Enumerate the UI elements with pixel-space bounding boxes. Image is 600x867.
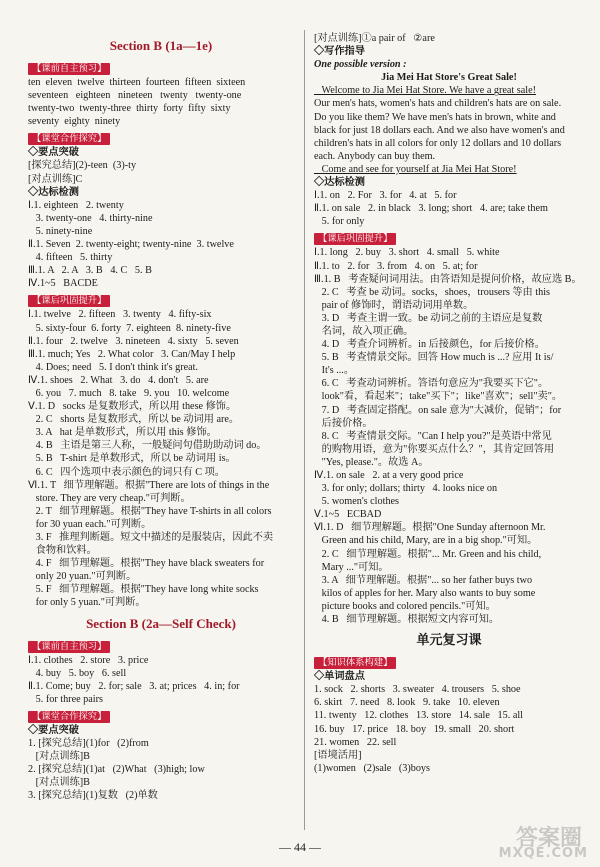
text-line: pair of 修饰时，谓语动词用单数。 bbox=[314, 299, 474, 311]
text-line: Ⅳ.1~5 BACDE bbox=[28, 278, 98, 290]
text-line: Come and see for yourself at Jia Mei Hat Store! bbox=[314, 163, 517, 175]
text-line: Ⅰ.1. on 2. For 3. for 4. at 5. for bbox=[314, 190, 457, 202]
text-line: only 20 yuan."可判断。 bbox=[28, 571, 137, 583]
text-line: Ⅳ.1. on sale 2. at a very good price bbox=[314, 470, 464, 481]
essay-title: Jia Mei Hat Store's Great Sale! bbox=[381, 72, 517, 84]
right-column bbox=[314, 32, 584, 775]
subheading: ◇要点突破 bbox=[28, 147, 79, 159]
text-line: 2. T 细节理解题。根据"They have T-shirts in all colors bbox=[28, 505, 272, 517]
text-line: Our men's hats, women's hats and children's hats are on sale. bbox=[314, 98, 562, 110]
text-line: Ⅰ.1. clothes 2. store 3. price bbox=[28, 654, 149, 666]
text-line: 名词，故入项正确。 bbox=[314, 325, 414, 337]
text-line: 6. C 考查动词辨析。答语句意应为"我要买下它"。 bbox=[314, 378, 549, 390]
text-line: 5. women's clothes bbox=[314, 496, 400, 508]
section-tag: 【课堂合作探究】 bbox=[28, 133, 110, 145]
text-line: each. Anybody can buy them. bbox=[314, 150, 436, 162]
text-line: 4. B 细节理解题。根据短文内容可知。 bbox=[314, 614, 500, 626]
section-title: Section B (1a—1e) bbox=[109, 38, 213, 53]
text-line: 3. twenty-one 4. thirty-nine bbox=[28, 212, 153, 224]
text-line: 6. C 四个选项中表示颜色的词只有 C 项。 bbox=[28, 466, 225, 478]
text-line: 5. B 考查情景交际。回答 How much is ...? 应用 It is/ bbox=[314, 352, 554, 364]
subheading: ◇要点突破 bbox=[28, 724, 79, 736]
text-line: 5. for three pairs bbox=[28, 693, 103, 705]
text-line: Ⅴ.1~5 ECBAD bbox=[314, 509, 382, 521]
text-line: Ⅵ.1. T 细节理解题。根据"There are lots of things in the bbox=[28, 479, 270, 491]
section-tag-row bbox=[28, 636, 294, 654]
section-tag: 【课前自主预习】 bbox=[28, 63, 110, 75]
text-line: 3. [探究总结](1)复数 (2)单数 bbox=[28, 790, 158, 802]
text-line: Green and his child, Mary, are in a big shop."可知。 bbox=[314, 535, 538, 547]
section-tag-row bbox=[314, 652, 584, 670]
text-line: 1. sock 2. shorts 3. sweater 4. trousers 5. shoe bbox=[314, 684, 521, 696]
text-line: 3. A hat 是单数形式，所以用 this 修饰。 bbox=[28, 427, 217, 439]
text-line: Ⅱ.1. to 2. for 3. from 4. on 5. at; for bbox=[314, 260, 478, 272]
text-line: Welcome to Jia Mei Hat Store. We have a great sale! bbox=[314, 85, 537, 97]
text-line: Ⅵ.1. D 细节理解题。根据"One Sunday afternoon Mr. bbox=[314, 522, 546, 534]
text-line: 食物和饮料。 bbox=[28, 545, 97, 557]
section-tag: 【课前自主预习】 bbox=[28, 641, 110, 653]
text-line: 8. C 考查情景交际。"Can I help you?"是英语中常见 bbox=[314, 430, 552, 442]
section-tag-row bbox=[28, 706, 294, 724]
text-line: look"看，看起来"；take"买下"；like"喜欢"；sell"卖"。 bbox=[314, 391, 563, 403]
section-tag-row bbox=[28, 58, 294, 76]
subheading: ◇达标检测 bbox=[28, 186, 79, 198]
text-line: for 30 yuan each."可判断。 bbox=[28, 518, 152, 530]
text-line: seventeen eighteen nineteen twenty twenty-one bbox=[28, 90, 242, 102]
text-line: for only 5 yuan."可判断。 bbox=[28, 597, 146, 609]
section-tag-row bbox=[28, 128, 294, 146]
text-line: 6. you 7. much 8. take 9. you 10. welcome bbox=[28, 387, 230, 399]
text-line: 5. F 细节理解题。根据"They have long white socks bbox=[28, 584, 259, 596]
text-line: Ⅰ.1. long 2. buy 3. short 4. small 5. white bbox=[314, 247, 500, 259]
text-line: 4. buy 5. boy 6. sell bbox=[28, 667, 127, 679]
text-line: 5. B T-shirt 是单数形式，所以 be 动词用 is。 bbox=[28, 453, 236, 465]
text-line: 7. D 考查固定搭配。on sale 意为"大减价，促销"；for bbox=[314, 404, 562, 416]
subheading: ◇写作指导 bbox=[314, 46, 365, 58]
text-line: 11. twenty 12. clothes 13. store 14. sale 15. all bbox=[314, 710, 523, 722]
text-line: Ⅱ.1. four 2. twelve 3. nineteen 4. sixty 5. seven bbox=[28, 335, 239, 347]
text-line: Ⅱ.1. on sale 2. in black 3. long; short 4. are; take them bbox=[314, 203, 548, 215]
section-title: Section B (2a—Self Check) bbox=[86, 615, 236, 631]
text-line: [探究总结](2)-teen (3)-ty bbox=[28, 160, 137, 172]
text-line: 3. D 考查主谓一致。be 动词之前的主语应是复数 bbox=[314, 312, 543, 324]
text-line: Ⅰ.1. eighteen 2. twenty bbox=[28, 199, 124, 211]
text-line: 3. A 细节理解题。根据"... so her father buys two bbox=[314, 574, 533, 586]
text-line: One possible version : bbox=[314, 59, 407, 71]
text-line: Ⅱ.1. Seven 2. twenty-eight; twenty-nine 3. twelve bbox=[28, 239, 234, 251]
text-line: picture books and colored pencils."可知。 bbox=[314, 600, 496, 612]
text-line: 5. for only bbox=[314, 216, 365, 228]
section-tag: 【课后巩固提升】 bbox=[314, 233, 396, 245]
text-line: 4. B 主语是第三人称，一般疑问句借助助动词 do。 bbox=[28, 440, 267, 452]
text-line: Do you like them? We have men's hats in brown, white and bbox=[314, 111, 556, 123]
unit-review-title: 单元复习课 bbox=[416, 632, 482, 648]
section-tag: 【知识体系构建】 bbox=[314, 657, 396, 669]
text-line: Ⅲ.1. much; Yes 2. What color 3. Can/May I help bbox=[28, 348, 236, 360]
text-line: 2. C 细节理解题。根据"... Mr. Green and his child, bbox=[314, 548, 542, 560]
text-line: Ⅲ.1. A 2. A 3. B 4. C 5. B bbox=[28, 265, 152, 277]
text-line: store. They are very cheap."可判断。 bbox=[28, 492, 191, 504]
text-line: 16. buy 17. price 18. boy 19. small 20. short bbox=[314, 723, 515, 735]
text-line: 4. fifteen 5. thirty bbox=[28, 252, 113, 264]
text-line: 的购物用语，意为"你要买点什么？"，其肯定回答用 bbox=[314, 443, 555, 455]
section-tag-row bbox=[314, 228, 584, 246]
text-line: 4. Does; need 5. I don't think it's great. bbox=[28, 361, 199, 373]
text-line: seventy eighty ninety bbox=[28, 116, 121, 128]
text-line: Ⅲ.1. B 考查疑问词用法。由答语知是提问价格，故应选 B。 bbox=[314, 273, 582, 285]
text-line: black for just 18 dollars each. And we also have women's and bbox=[314, 124, 565, 136]
section-tag-row bbox=[28, 290, 294, 308]
page-number: — 44 — bbox=[279, 840, 321, 854]
text-line: Ⅱ.1. Come; buy 2. for; sale 3. at; prices 4. in; for bbox=[28, 680, 240, 692]
text-line: 后接价格。 bbox=[314, 417, 373, 429]
text-line: It's ...。 bbox=[314, 365, 355, 377]
column-divider bbox=[304, 30, 305, 830]
text-line: 2. [探究总结](1)at (2)What (3)high; low bbox=[28, 764, 205, 776]
text-line: [对点训练]C bbox=[28, 173, 83, 185]
text-line: [对点训练]B bbox=[28, 777, 90, 789]
text-line: kilos of apples for her. Mary also wants to buy some bbox=[314, 587, 536, 599]
text-line: 3. F 推理判断题。短文中描述的是服装店，因此不卖 bbox=[28, 532, 274, 543]
text-line: 5. sixty-four 6. forty 7. eighteen 8. ninety-five bbox=[28, 322, 231, 334]
text-line: 5. ninety-nine bbox=[28, 225, 93, 237]
text-line: Ⅳ.1. shoes 2. What 3. do 4. don't 5. are bbox=[28, 374, 209, 386]
text-line: 2. C shorts 是复数形式，所以 be 动词用 are。 bbox=[28, 414, 240, 426]
text-line: Mary ..."可知。 bbox=[314, 561, 389, 573]
text-line: Ⅴ.1. D socks 是复数形式，所以用 these 修饰。 bbox=[28, 401, 237, 413]
text-line: 4. D 考查介词辨析。in 后接颜色，for 后接价格。 bbox=[314, 339, 545, 351]
text-line: [语境活用] bbox=[314, 749, 362, 761]
text-line: twenty-two twenty-three thirty forty fifty sixty bbox=[28, 103, 231, 115]
text-line: [对点训练]①a pair of ②are bbox=[314, 33, 435, 44]
watermark-url: MXQE.COM bbox=[498, 846, 588, 861]
text-line: children's hats in all colors for only 12 dollars and 10 dollars bbox=[314, 137, 562, 149]
watermark-text: 答案圈 bbox=[515, 826, 582, 851]
subheading: ◇单词盘点 bbox=[314, 671, 365, 683]
text-line: 21. women 22. sell bbox=[314, 736, 397, 748]
text-line: 6. skirt 7. need 8. look 9. take 10. eleven bbox=[314, 697, 500, 709]
text-line: 3. for only; dollars; thirty 4. looks nice on bbox=[314, 483, 498, 495]
text-line: "Yes, please."。故选 A。 bbox=[314, 456, 429, 468]
text-line: 1. [探究总结](1)for (2)from bbox=[28, 738, 149, 750]
text-line: 4. F 细节理解题。根据"They have black sweaters for bbox=[28, 558, 265, 570]
text-line: (1)women (2)sale (3)boys bbox=[314, 762, 430, 774]
left-column bbox=[28, 32, 294, 803]
text-line: 2. C 考查 be 动词。socks，shoes，trousers 等由 this bbox=[314, 286, 551, 298]
subheading: ◇达标检测 bbox=[314, 177, 365, 189]
text-line: Ⅰ.1. twelve 2. fifteen 3. twenty 4. fifty-six bbox=[28, 309, 212, 321]
text-line: ten eleven twelve thirteen fourteen fifteen sixteen bbox=[28, 77, 246, 88]
text-line: [对点训练]B bbox=[28, 751, 90, 763]
section-tag: 【课后巩固提升】 bbox=[28, 295, 110, 307]
watermark-logo bbox=[468, 821, 588, 861]
section-tag: 【课堂合作探究】 bbox=[28, 711, 110, 723]
